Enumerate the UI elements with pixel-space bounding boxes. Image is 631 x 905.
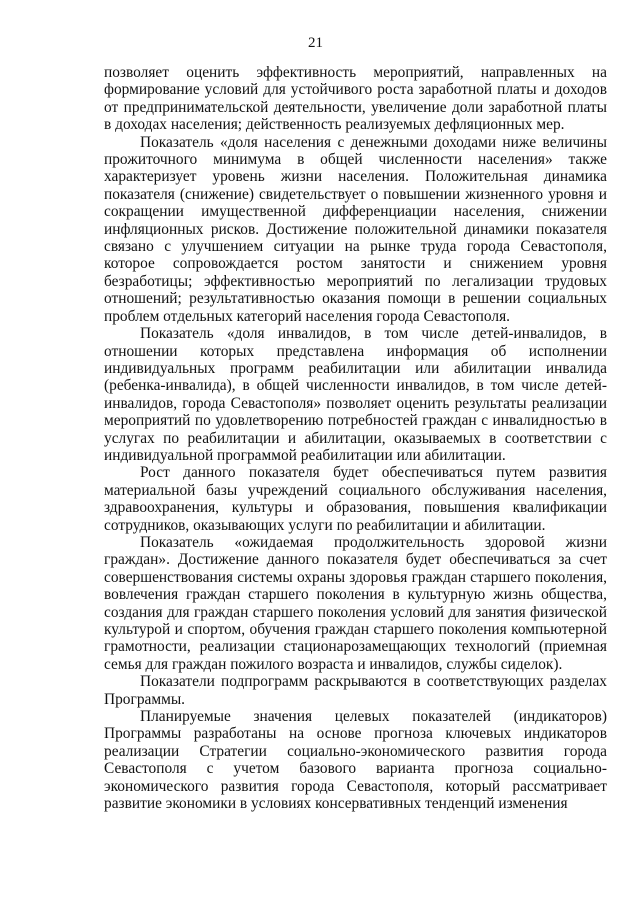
paragraph-indicator-growth: Рост данного показателя будет обеспечиваться путем развития материальной базы учреждений социального обслуживания населения, здравоохранения, культуры и образования, повышения квалификации сотрудников, оказывающих услуги по реабилитации и абилитации. bbox=[104, 464, 607, 534]
paragraph-healthy-life-expectancy: Показатель «ожидаемая продолжительность здоровой жизни граждан». Достижение данного показателя будет обеспечиваться за счет совершенствования системы охраны здоровья граждан старшего поколения, вовлечения граждан старшего поколения в культурную жизнь общества, создания для граждан старшего поколения условий для занятия физической культурой и спортом, обучения граждан старшего поколения компьютерной грамотности, реализации стационарозамещающих технологий (приемная семья для граждан пожилого возраста и инвалидов, службы сиделок). bbox=[104, 533, 607, 673]
paragraph-planned-values: Планируемые значения целевых показателей (индикаторов) Программы разработаны на основе прогноза ключевых индикаторов реализации Стратегии социально-экономического развития города Севастополя с учетом базового варианта прогноза социально-экономического развития города Севастополя, который рассматривает развитие экономики в условиях консервативных тенденций изменения bbox=[104, 708, 607, 813]
body-text bbox=[104, 64, 607, 812]
paragraph-disability-indicator: Показатель «доля инвалидов, в том числе детей-инвалидов, в отношении которых представлена информация об исполнении индивидуальных программ реабилитации или абилитации инвалида (ребенка-инвалида), в общей численности инвалидов, в том числе детей-инвалидов, города Севастополя» позволяет оценить результаты реализации мероприятий по удовлетворению потребностей граждан с инвалидностью в услугах по реабилитации и абилитации, оказываемых в соответствии с индивидуальной программой реабилитации или абилитации. bbox=[104, 325, 607, 464]
paragraph-poverty-indicator: Показатель «доля населения с денежными доходами ниже величины прожиточного минимума в общей численности населения» также характеризует уровень жизни населения. Положительная динамика показателя (снижение) свидетельствует о повышении жизненного уровня и сокращении имущественной дифференциации населения, снижении инфляционных рисков. Достижение положительной динамики показателя связано с улучшением ситуации на рынке труда города Севастополя, которое сопровождается ростом занятости и снижением уровня безработицы; эффективностью мероприятий по легализации трудовых отношений; результативностью оказания помощи в решении социальных проблем отдельных категорий населения города Севастополя. bbox=[104, 133, 607, 325]
page-number: 21 bbox=[308, 35, 323, 51]
paragraph-1-continuation: позволяет оценить эффективность мероприятий, направленных на формирование условий для устойчивого роста заработной платы и доходов от предпринимательской деятельности, увеличение доли заработной платы в доходах населения; действенность реализуемых дефляционных мер. bbox=[104, 64, 607, 134]
paragraph-subprogram-indicators: Показатели подпрограмм раскрываются в соответствующих разделах Программы. bbox=[104, 673, 607, 708]
